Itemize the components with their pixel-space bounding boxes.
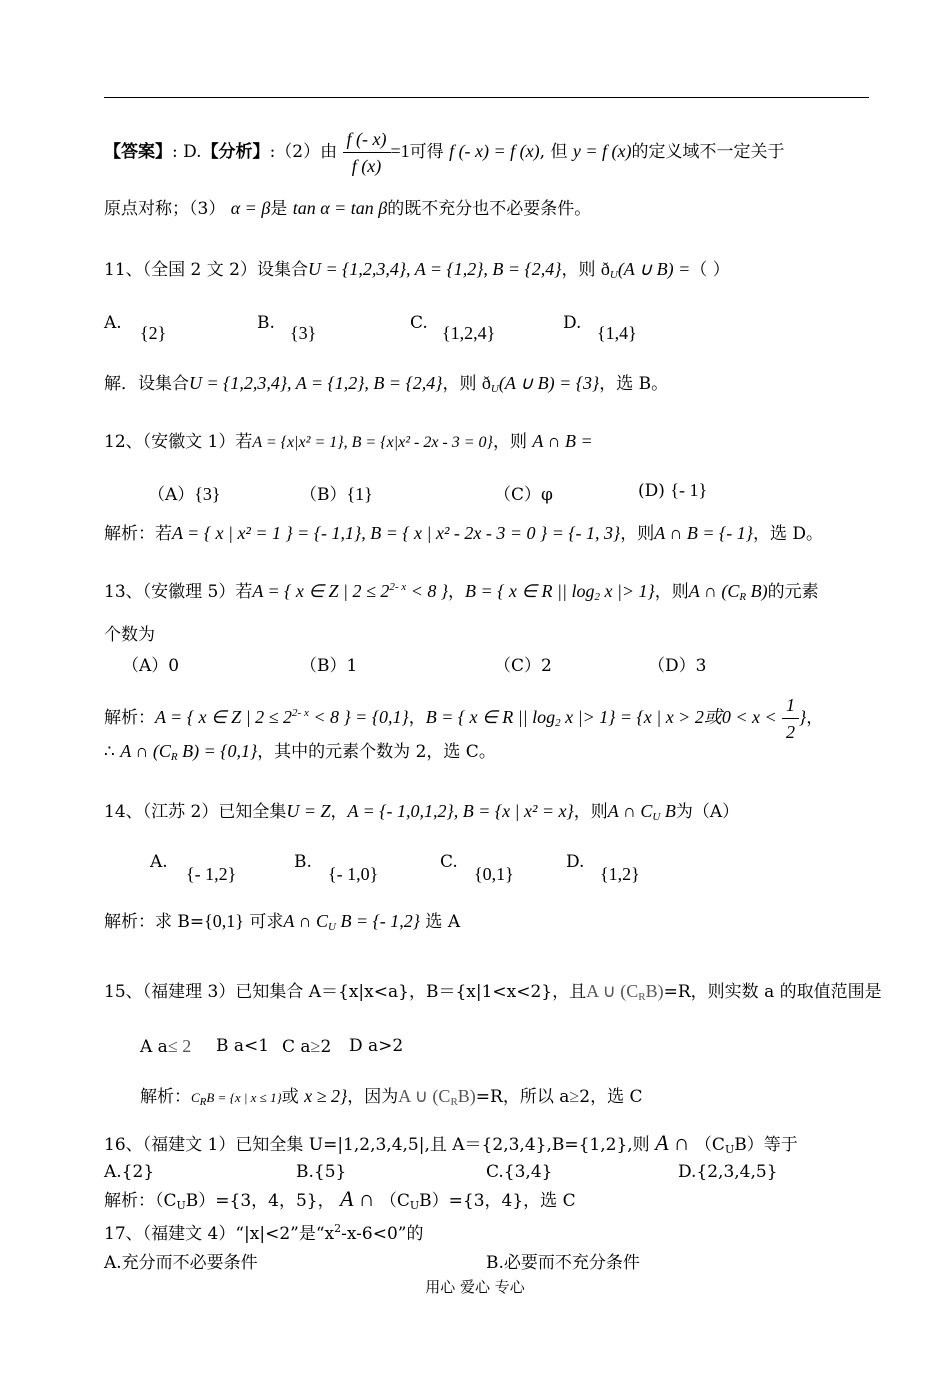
math-expr: tan α = tan β [292,198,388,218]
q14-option-b: B. [294,852,312,872]
text: 是 [270,199,288,219]
q12-option-a [148,480,221,505]
option-label: (D) [638,481,665,501]
math-expr: A = {x|x² = 1}, B = {x|x² - 2x - 3 = 0} [252,434,493,451]
q12-option-b [300,480,373,505]
question-text: 15、（福建理 3）已知集合 A＝{x|x<a}，B＝{x|1<x<2}，且 [104,982,587,1002]
therefore-symbol: ∴ [104,742,115,762]
text: 原点对称；（3） [104,199,226,219]
solution-label: 解析：求 B= [104,912,205,932]
subscript: R [170,751,178,763]
question-text: -x-6<0”的 [341,1224,424,1244]
text: , 但 [539,142,568,162]
header-rule [104,97,869,98]
option-label: A. [104,313,122,333]
option-label: C. [410,313,428,333]
math-expr: A ∩ B = {- 1} [654,523,753,543]
option-label: （A） [148,485,195,505]
q11-option-b [257,313,275,333]
question-text: 11、（全国 2 文 2）设集合 [104,260,308,280]
superscript: 2- x [389,581,407,593]
q15-stem [104,980,882,1008]
complement-symbol: ð [481,373,491,393]
math-expr: A = {- 1,0,1,2}, B = {x | x² = x} [347,801,574,821]
math-expr: (A ∪ B) = {3} [498,373,600,393]
question-text: 17、（福建文 4）“|x|<2”是“x [104,1224,335,1244]
text: B）等于 [734,1135,798,1155]
q12-solution [104,522,823,545]
math-expr: A ∩ C [607,801,653,821]
option-label: （B） [300,485,347,505]
fraction [343,128,391,177]
subscript: U [409,1199,420,1212]
math-expr: U = {1,2,3,4}, A = {1,2}, B = {2,4} [307,259,562,279]
q16-stem [104,1132,798,1161]
q13-solution [104,694,823,743]
q13-option-d: （D）3 [648,656,707,676]
text: 的元素 [767,582,819,602]
math-expr: A ∩ [655,1130,690,1155]
subscript: U [490,383,499,395]
q14-solution [104,910,460,938]
solution-label: 解．设集合 [104,374,189,394]
q11-option-c [410,313,428,333]
q15-option-a [140,1036,191,1057]
q14-value-b: {- 1,0} [328,864,379,884]
question-text: 13、（安徽理 5）若 [104,582,253,602]
text: 可得 [409,142,444,162]
q17-option-a: A.充分而不必要条件 [104,1253,258,1273]
q16-option-b: B.{5} [296,1162,347,1182]
math-expr: A ∩ (C [688,581,740,601]
q12-option-d [638,480,707,501]
math-expr: y = f (x) [572,141,632,161]
text: 2，选 C [579,1087,643,1107]
q17-option-b: B.必要而不充分条件 [486,1253,640,1273]
math-expr: B = { x ∈ R || log [465,581,595,601]
math-expr: A ∪ (C [586,981,639,1001]
analysis-text: :（2）由 [269,142,338,162]
q16-option-c: C.{3,4} [486,1162,553,1182]
option-label: A a [140,1037,168,1057]
q12-option-c [494,480,553,505]
q13-stem [104,576,819,608]
math-expr: B = {- 1,2} [335,911,421,931]
math-expr: C [191,1090,200,1105]
q14-option-a: A. [150,852,168,872]
subscript: U [176,1199,186,1212]
q11-option-d [563,313,581,333]
text: ，其中的元素个数为 2，选 C。 [257,742,496,762]
text: ，因为 [347,1087,399,1107]
q11-value-c: {1,2,4} [442,323,496,343]
math-expr: U = {1,2,3,4}, A = {1,2}, B = {2,4} [189,373,443,393]
subscript: U [328,921,336,933]
text: （C [379,1191,410,1211]
text: ，选 B。 [599,374,669,394]
text: ，则 [561,260,596,280]
math-expr: B = {x | x ≤ 1} [206,1090,282,1105]
math-expr: {0,1} [204,911,244,931]
text: 的定义域不一定关于 [631,142,785,162]
text: =R，所以 a [475,1087,570,1107]
subscript: 2 [594,591,600,603]
answer-tag: 【答案】 [104,142,172,162]
q13-option-c: （C）2 [494,656,552,676]
math-expr: B) [457,1086,476,1106]
text: （C [694,1135,725,1155]
q11-solution [104,372,668,400]
q16-solution [104,1188,576,1217]
text: 或 [281,1087,299,1107]
solution-label: 解析：若 [104,524,172,544]
q15-option-c [282,1036,331,1057]
text: 为（A） [675,802,740,822]
q13-option-a: （A）0 [122,656,180,676]
math-expr: < 8 } [406,581,449,601]
q11-value-d: {1,4} [597,323,637,343]
text: ，选 D。 [752,524,823,544]
option-value: {1} [346,484,373,504]
math-expr: B) [645,981,664,1001]
q17-stem [104,1218,423,1245]
option-value: ≤ 2 [167,1036,192,1056]
q11-value-a: {2} [140,323,167,343]
q13-stem-line-2: 个数为 [104,625,155,645]
option-label: D. [563,313,582,333]
option-label: B. [257,313,275,333]
option-value: ≥ [310,1036,321,1056]
option-label: 2 [320,1037,332,1057]
q16-option-a: A.{2} [104,1162,155,1182]
math-expr: < 8 } = {0,1} [308,707,409,727]
q13-conclusion [104,740,496,768]
subscript: U [609,269,618,281]
option-label: （C）φ [494,485,553,505]
complement-symbol: ð [600,259,610,279]
q14-stem [104,800,739,828]
math-expr: x |> 1} [599,581,655,601]
math-expr: x |> 1} = {x | x > 2或0 < x < [560,707,777,727]
text: ， [408,708,426,728]
answer-line-2 [104,197,591,220]
subscript: R [199,1096,207,1108]
text: ，则 [492,432,527,452]
q14-option-d: D. [566,852,585,872]
text: ，则 [654,582,689,602]
option-value: {3} [194,484,221,504]
text: B）={3，4}，选 C [419,1191,576,1211]
fraction-denominator: 2 [786,722,796,742]
math-expr: } [799,707,807,727]
answer-blank: （ ） [690,260,730,280]
text: ， [806,708,824,728]
q14-option-c: C. [440,852,458,872]
text: =R，则实数 a 的取值范围是 [663,982,882,1002]
subscript: U [724,1143,735,1156]
fraction-denominator: f (x) [351,156,382,176]
q11-value-b: {3} [290,323,317,343]
subscript: R [739,591,747,603]
text: 的既不充分也不必要条件。 [387,199,592,219]
fraction [782,694,799,743]
analysis-tag: 【分析】 [201,142,270,162]
math-expr: A = { x ∈ Z | 2 ≤ 2 [155,707,293,727]
superscript: 2- x [292,707,309,719]
math-expr: B) = {0,1} [177,741,258,761]
math-expr: A ∩ C [283,911,329,931]
math-expr: α = β [230,198,271,218]
math-expr: A = { x | x² = 1 } = {- 1,1}, B = { x | x² - 2x - 3 = 0 } = {- 1, 3} [172,523,621,543]
q16-option-d: D.{2,3,4,5} [678,1162,778,1182]
fraction-numerator: f (- x) [343,128,391,153]
math-expr: A ∩ (C [120,741,171,761]
math-expr: A ∩ [340,1186,375,1211]
text: 可求 [243,912,284,932]
subscript: R [638,991,646,1003]
q15-option-b: B a<1 [216,1036,270,1056]
solution-label: 解析： [140,1087,191,1107]
equals-one: =1 [390,141,410,161]
text: ，则 [620,524,655,544]
math-expr: x ≥ 2} [304,1086,348,1106]
superscript: 2 [334,1222,342,1235]
math-expr: ≥ [569,1086,580,1106]
q13-option-b: （B）1 [300,656,358,676]
question-text: 12、（安徽文 1）若 [104,432,253,452]
math-expr: (A ∪ B) = [617,259,691,279]
answer-line-1 [104,128,785,177]
q15-solution [140,1085,643,1113]
math-expr: U = Z [286,801,331,821]
q14-value-d: {1,2} [600,864,640,884]
solution-label: 解析： [104,708,155,728]
subscript: U [652,811,661,823]
math-expr: B = { x ∈ R || log [425,707,556,727]
q12-stem [104,430,593,454]
q14-value-a: {- 1,2} [186,864,237,884]
text: ，则 [442,374,477,394]
text: ， [448,582,466,602]
math-expr: B [660,801,676,821]
page-footer: 用心 爱心 专心 [425,1278,525,1296]
question-text: 16、（福建文 1）已知全集 U=|1,2,3,4,5|,且 A＝{2,3,4},B={1,2},则 [104,1135,650,1155]
option-value: {- 1} [670,480,708,500]
text: ， [330,802,348,822]
text: 选 A [420,912,461,932]
math-expr: A = { x ∈ Z | 2 ≤ 2 [252,581,390,601]
math-expr: A ∪ (C [398,1086,451,1106]
math-expr: f (- x) = f (x) [449,141,540,161]
fraction-numerator: 1 [782,694,799,719]
question-text: 14、（江苏 2）已知全集 [104,802,287,822]
math-expr: B) [746,581,768,601]
text: ，则 [573,802,608,822]
math-expr: A ∩ B = [532,431,593,451]
q14-value-c: {0,1} [474,864,514,884]
q11-stem [104,258,730,286]
answer-choice: : D. [172,142,202,162]
subscript: R [450,1096,458,1108]
option-label: C a [282,1037,311,1057]
q11-option-a [104,313,122,333]
subscript: 2 [555,717,561,729]
text: B）={3，4，5}， [185,1191,335,1211]
q15-option-d: D a>2 [349,1036,404,1056]
solution-label: 解析：（C [104,1191,177,1211]
